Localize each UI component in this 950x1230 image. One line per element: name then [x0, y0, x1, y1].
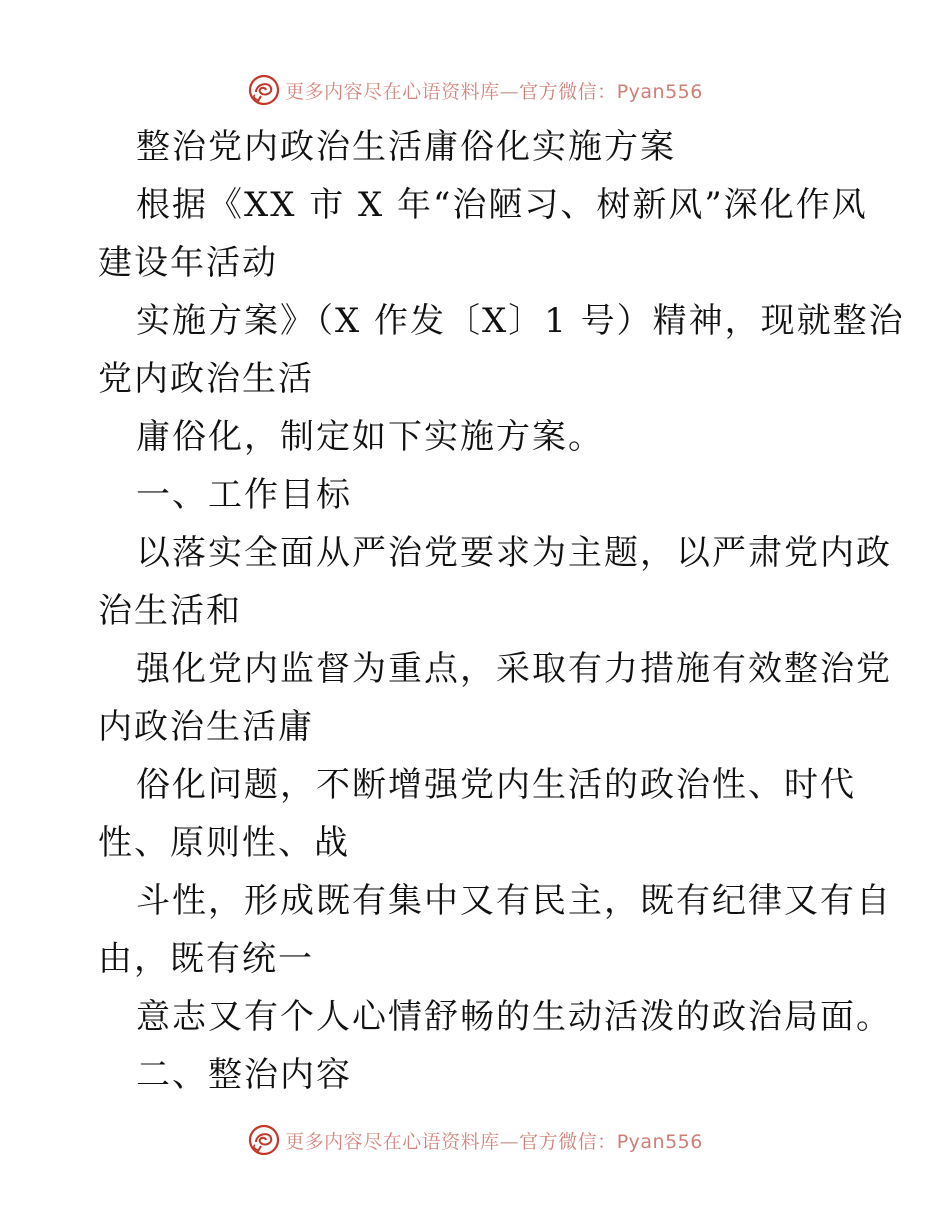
section-heading: 一、工作目标: [136, 475, 352, 515]
header-watermark: [0, 72, 950, 108]
paragraph-line: 由，既有统一: [98, 939, 314, 979]
footer-watermark: [0, 1122, 950, 1158]
document-title: 整治党内政治生活庸俗化实施方案: [136, 127, 676, 167]
watermark-wechat-label: 官方微信：: [519, 80, 617, 103]
paragraph-line: 强化党内监督为重点，采取有力措施有效整治党: [136, 649, 892, 689]
rose-logo-icon: [247, 1123, 281, 1157]
paragraph-line: 以落实全面从严治党要求为主题，以严肃党内政: [136, 533, 892, 573]
paragraph-line: 根据《XX 市 X 年“治陋习、树新风”深化作风: [136, 185, 868, 225]
paragraph-line: 实施方案》（X 作发〔X〕1 号）精神，现就整治: [136, 301, 905, 341]
paragraph-line: 内政治生活庸: [98, 707, 314, 747]
watermark-wechat-id: Pyan556: [616, 1130, 703, 1153]
paragraph-line: 俗化问题，不断增强党内生活的政治性、时代: [136, 765, 856, 805]
watermark-main-text: 更多内容尽在心语资料库: [285, 80, 500, 103]
document-body: [98, 118, 905, 1104]
paragraph-line: 意志又有个人心情舒畅的生动活泼的政治局面。: [136, 997, 892, 1037]
watermark-wechat-label: 官方微信：: [519, 1130, 617, 1153]
watermark-separator: —: [499, 1130, 520, 1153]
paragraph-line: 治生活和: [98, 591, 242, 631]
paragraph-line: 建设年活动: [98, 243, 278, 283]
paragraph-line: 党内政治生活: [98, 359, 314, 399]
paragraph-line: 庸俗化，制定如下实施方案。: [136, 417, 604, 457]
watermark-text: [285, 77, 703, 104]
paragraph-line: 斗性，形成既有集中又有民主，既有纪律又有自: [136, 881, 892, 921]
watermark-separator: —: [499, 80, 520, 103]
rose-logo-icon: [247, 73, 281, 107]
section-heading: 二、整治内容: [136, 1055, 352, 1095]
watermark-text: [285, 1127, 703, 1154]
paragraph-line: 性、原则性、战: [98, 823, 350, 863]
watermark-wechat-id: Pyan556: [616, 80, 703, 103]
watermark-main-text: 更多内容尽在心语资料库: [285, 1130, 500, 1153]
